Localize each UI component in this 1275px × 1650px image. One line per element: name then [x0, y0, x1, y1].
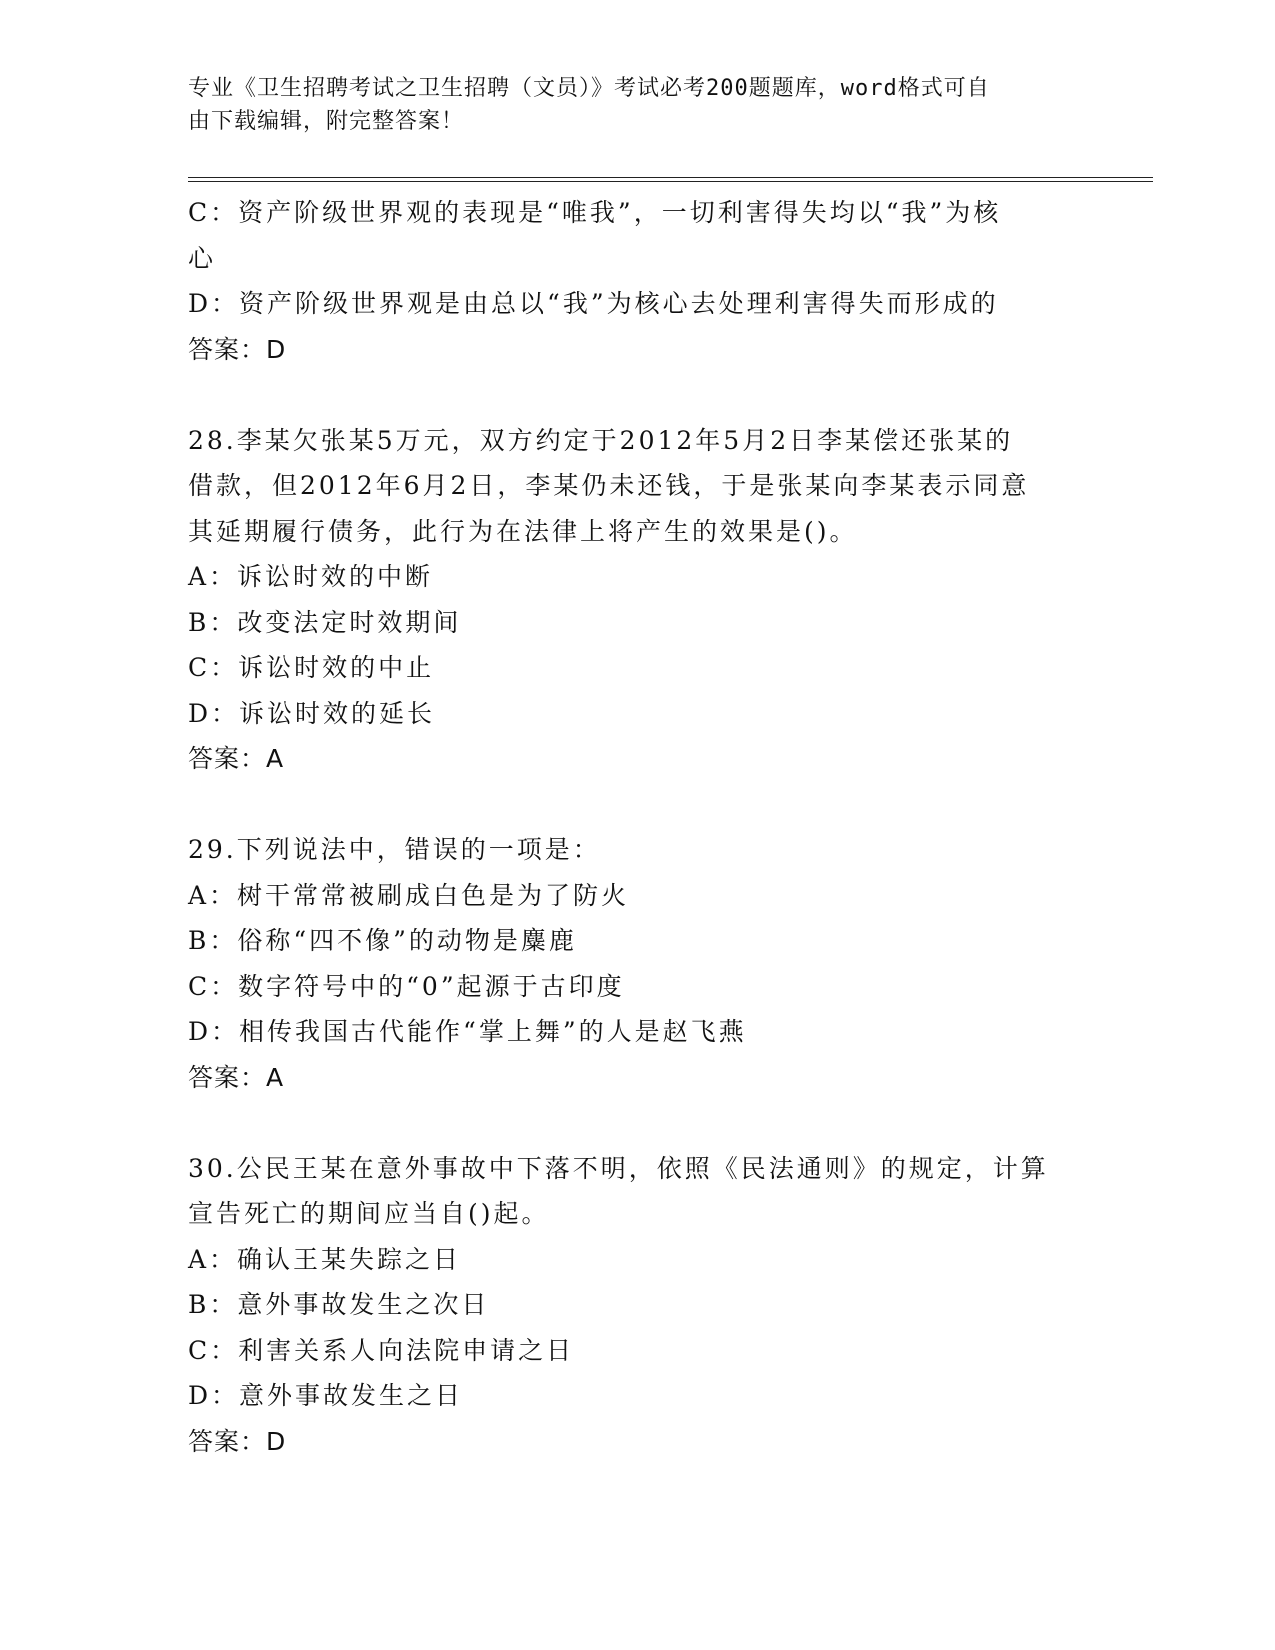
option-c: C：诉讼时效的中止 [188, 653, 435, 682]
option-c-line-1: C：资产阶级世界观的表现是“唯我”，一切利害得失均以“我”为核 [188, 198, 1002, 227]
option-c: C：利害关系人向法院申请之日 [188, 1335, 575, 1365]
option-b: B：改变法定时效期间 [188, 607, 462, 637]
option-a: A：诉讼时效的中断 [188, 562, 434, 591]
spacer [188, 372, 1088, 418]
option-a: A：树干常常被刷成白色是为了防火 [188, 880, 630, 910]
question-stem-line: 其延期履行债务，此行为在法律上将产生的效果是()。 [188, 516, 858, 546]
question-stem-line: 宣告死亡的期间应当自()起。 [188, 1199, 550, 1228]
question-stem-line: 借款，但2012年6月2日，李某仍未还钱，于是张某向李某表示同意 [188, 471, 1030, 500]
header-line-2: 由下载编辑，附完整答案！ [188, 109, 465, 134]
answer-line: 答案：A [188, 744, 285, 773]
question-stem-line: 30.公民王某在意外事故中下落不明，依照《民法通则》的规定，计算 [188, 1153, 1049, 1183]
spacer [188, 1100, 1088, 1146]
header-line-1: 专业《卫生招聘考试之卫生招聘（文员）》考试必考200题题库，word格式可自 [188, 76, 990, 101]
option-d: D：相传我国古代能作“掌上舞”的人是赵飞燕 [188, 1017, 747, 1046]
document-header [188, 72, 1088, 138]
answer-line: 答案：D [188, 1426, 287, 1456]
question-28 [188, 418, 1088, 782]
header-divider-top [188, 177, 1153, 178]
question-stem-line: 28.李某欠张某5万元，双方约定于2012年5月2日李某偿还张某的 [188, 425, 1014, 455]
header-divider-bottom [188, 181, 1153, 182]
spacer [188, 782, 1088, 828]
option-d: D：诉讼时效的延长 [188, 698, 436, 728]
option-b: B：俗称“四不像”的动物是麋鹿 [188, 926, 577, 955]
answer-line: 答案：D [188, 334, 287, 364]
option-b: B：意外事故发生之次日 [188, 1290, 490, 1319]
option-a: A：确认王某失踪之日 [188, 1244, 462, 1274]
option-c: C：数字符号中的“0”起源于古印度 [188, 971, 625, 1001]
question-stem-line: 29.下列说法中，错误的一项是： [188, 835, 601, 864]
option-d: D：意外事故发生之日 [188, 1381, 464, 1410]
carryover-question [188, 190, 1088, 372]
option-c-line-2: 心 [188, 243, 217, 273]
question-29 [188, 827, 1088, 1100]
answer-line: 答案：A [188, 1062, 285, 1092]
document-body [188, 190, 1088, 1464]
question-30 [188, 1146, 1088, 1465]
option-d: D：资产阶级世界观是由总以“我”为核心去处理利害得失而形成的 [188, 289, 999, 318]
